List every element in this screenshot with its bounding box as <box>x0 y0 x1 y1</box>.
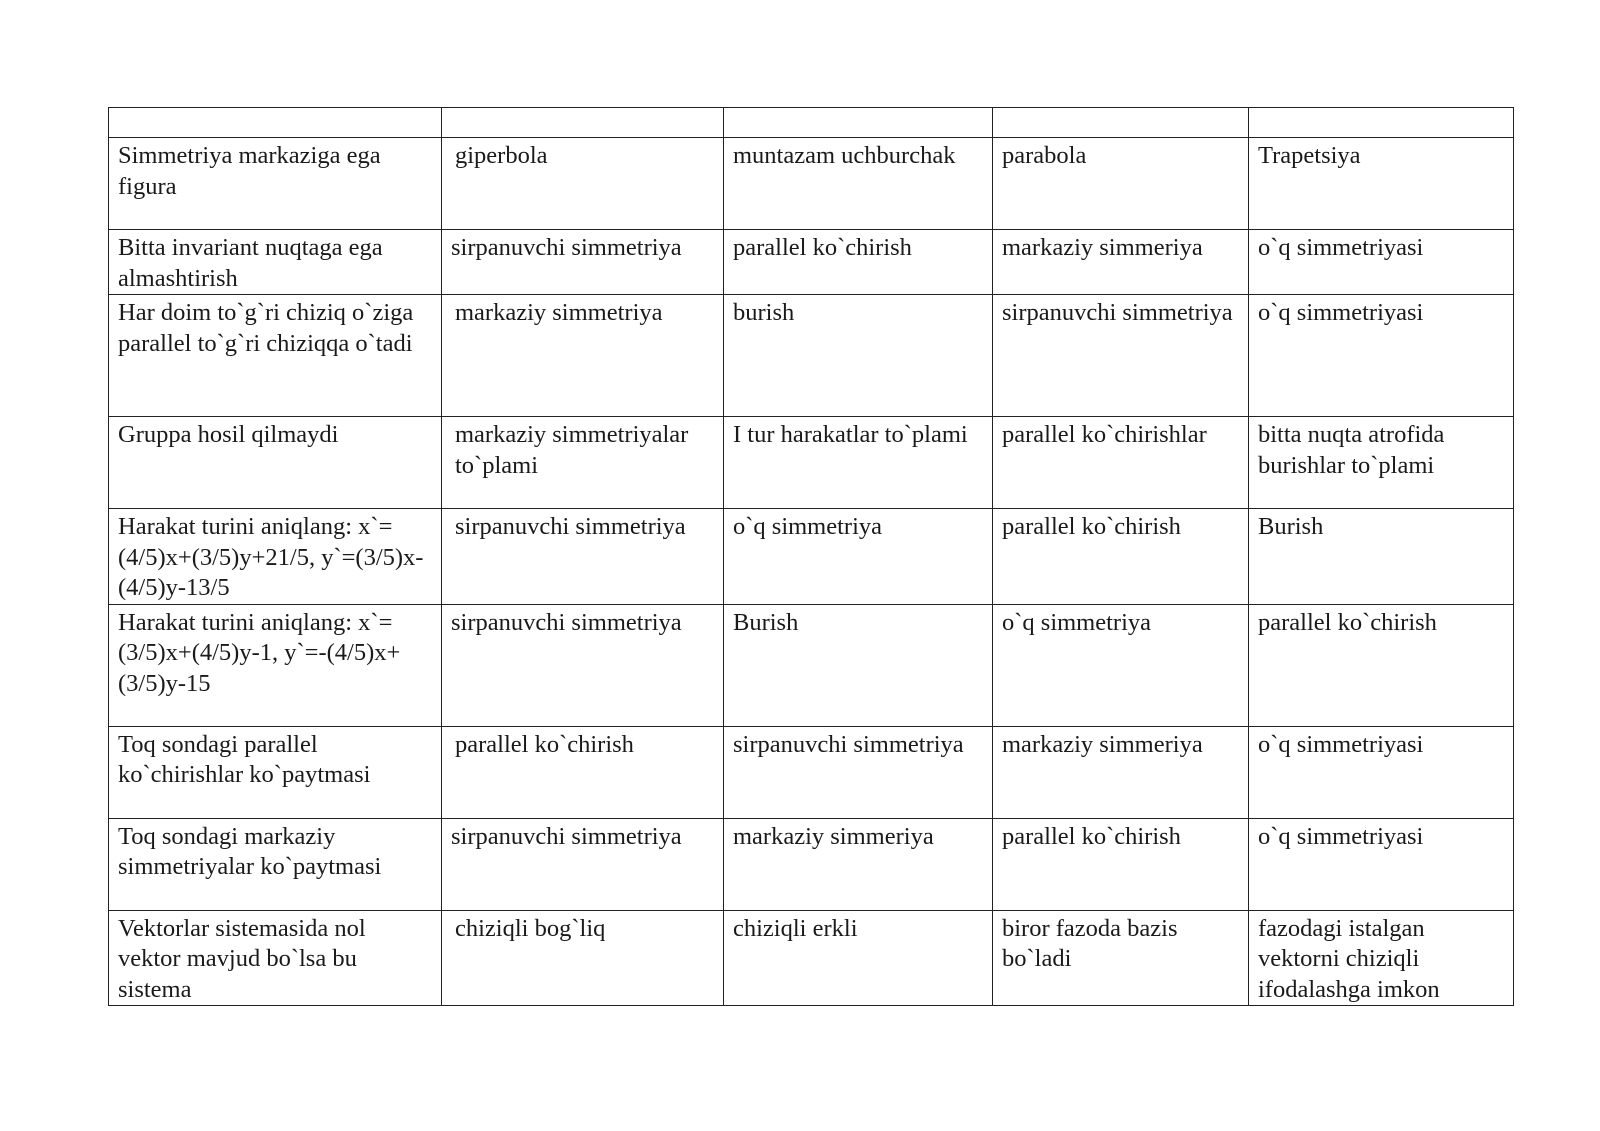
option-c-cell: o`q simmetriya <box>993 604 1249 726</box>
option-c-cell: markaziy simmeriya <box>993 726 1249 818</box>
table-row <box>109 138 1514 230</box>
option-c-cell: parallel ko`chirishlar <box>993 417 1249 509</box>
table-header-row <box>109 108 1514 138</box>
option-b-cell: o`q simmetriya <box>724 509 993 605</box>
option-a-cell: chiziqli bog`liq <box>442 910 724 1006</box>
option-b-cell: burish <box>724 295 993 417</box>
option-d-cell: parallel ko`chirish <box>1249 604 1514 726</box>
option-d-cell: bitta nuqta atrofida burishlar to`plami <box>1249 417 1514 509</box>
option-b-cell: I tur harakatlar to`plami <box>724 417 993 509</box>
option-a-cell: sirpanuvchi simmetriya <box>442 230 724 295</box>
option-d-cell: o`q simmetriyasi <box>1249 230 1514 295</box>
option-a-cell: markaziy simmetriyalar to`plami <box>442 417 724 509</box>
option-d-cell: Burish <box>1249 509 1514 605</box>
table-row <box>109 417 1514 509</box>
quiz-table <box>108 107 1514 1006</box>
option-b-cell: Burish <box>724 604 993 726</box>
table-row <box>109 509 1514 605</box>
option-a-cell: sirpanuvchi simmetriya <box>442 818 724 910</box>
option-c-cell: sirpanuvchi simmetriya <box>993 295 1249 417</box>
option-b-cell: sirpanuvchi simmetriya <box>724 726 993 818</box>
option-d-cell: Trapetsiya <box>1249 138 1514 230</box>
option-a-cell: markaziy simmetriya <box>442 295 724 417</box>
question-cell: Har doim to`g`ri chiziq o`ziga parallel to`g`ri chiziqqa o`tadi <box>109 295 442 417</box>
question-cell: Toq sondagi parallel ko`chirishlar ko`paytmasi <box>109 726 442 818</box>
option-c-cell: biror fazoda bazis bo`ladi <box>993 910 1249 1006</box>
header-cell <box>442 108 724 138</box>
option-b-cell: parallel ko`chirish <box>724 230 993 295</box>
option-a-cell: sirpanuvchi simmetriya <box>442 509 724 605</box>
question-cell: Simmetriya markaziga ega figura <box>109 138 442 230</box>
question-cell: Toq sondagi markaziy simmetriyalar ko`paytmasi <box>109 818 442 910</box>
table-row <box>109 604 1514 726</box>
option-b-cell: muntazam uchburchak <box>724 138 993 230</box>
table-row <box>109 910 1514 1006</box>
question-cell: Gruppa hosil qilmaydi <box>109 417 442 509</box>
option-b-cell: markaziy simmeriya <box>724 818 993 910</box>
option-d-cell: o`q simmetriyasi <box>1249 295 1514 417</box>
table-row <box>109 230 1514 295</box>
option-a-cell: sirpanuvchi simmetriya <box>442 604 724 726</box>
table-row <box>109 818 1514 910</box>
table-row <box>109 726 1514 818</box>
header-cell <box>109 108 442 138</box>
option-d-cell: o`q simmetriyasi <box>1249 726 1514 818</box>
option-a-cell: giperbola <box>442 138 724 230</box>
option-b-cell: chiziqli erkli <box>724 910 993 1006</box>
option-a-cell: parallel ko`chirish <box>442 726 724 818</box>
header-cell <box>993 108 1249 138</box>
option-d-cell: fazodagi istalgan vektorni chiziqli ifodalashga imkon <box>1249 910 1514 1006</box>
option-c-cell: parallel ko`chirish <box>993 509 1249 605</box>
option-c-cell: markaziy simmeriya <box>993 230 1249 295</box>
table-row <box>109 295 1514 417</box>
question-cell: Bitta invariant nuqtaga ega almashtirish <box>109 230 442 295</box>
question-cell: Harakat turini aniqlang: x`=(3/5)x+(4/5)y-1, y`=-(4/5)x+(3/5)y-15 <box>109 604 442 726</box>
header-cell <box>1249 108 1514 138</box>
question-cell: Harakat turini aniqlang: x`=(4/5)x+(3/5)y+21/5, y`=(3/5)x-(4/5)y-13/5 <box>109 509 442 605</box>
option-c-cell: parabola <box>993 138 1249 230</box>
option-d-cell: o`q simmetriyasi <box>1249 818 1514 910</box>
header-cell <box>724 108 993 138</box>
question-cell: Vektorlar sistemasida nol vektor mavjud bo`lsa bu sistema <box>109 910 442 1006</box>
option-c-cell: parallel ko`chirish <box>993 818 1249 910</box>
